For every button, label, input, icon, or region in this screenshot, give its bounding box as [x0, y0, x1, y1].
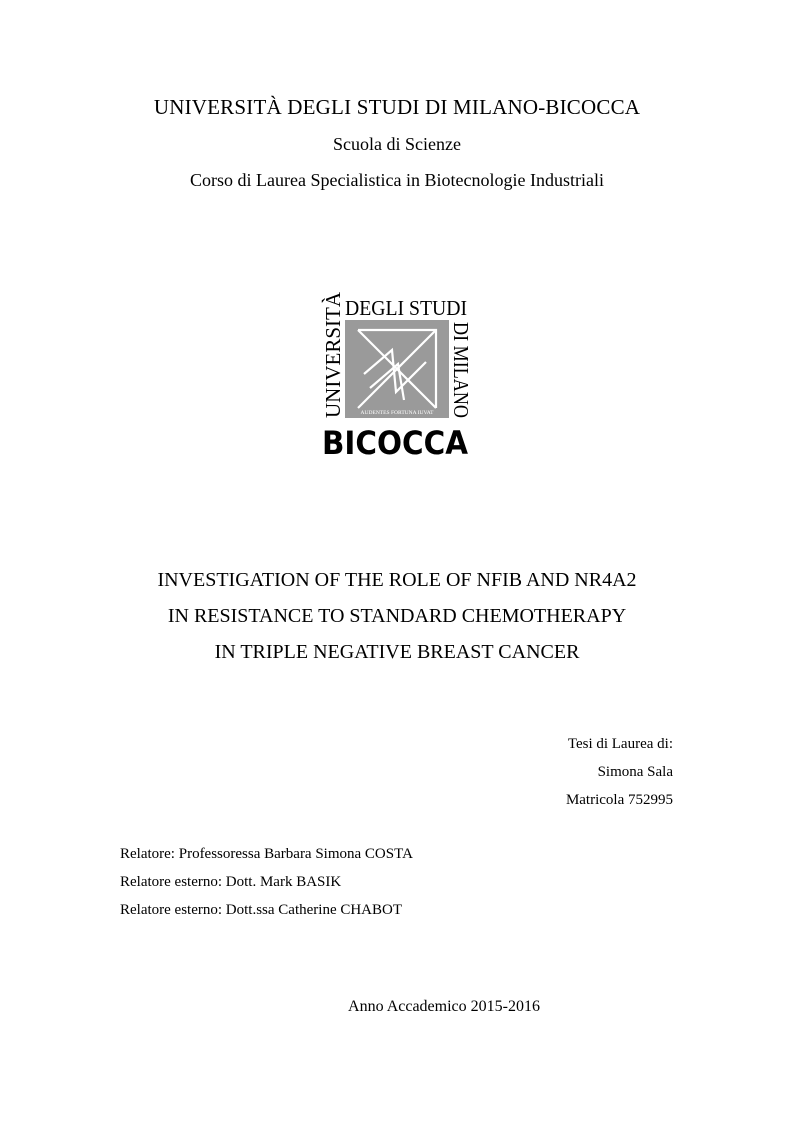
thesis-title-line: INVESTIGATION OF THE ROLE OF NFIB AND NR4A2 — [157, 569, 637, 591]
thesis-title-line: IN RESISTANCE TO STANDARD CHEMOTHERAPY — [167, 605, 627, 627]
candidate-name: Simona Sala — [597, 764, 673, 780]
school-name: Scuola di Scienze — [333, 134, 461, 154]
supervisor-line: Relatore esterno: Dott. Mark BASIK — [120, 874, 342, 890]
logo-motto: AUDENTES FORTUNA IUVAT — [360, 410, 434, 416]
logo-text-di-milano: DI MILANO — [449, 322, 473, 434]
university-name: UNIVERSITÀ DEGLI STUDI DI MILANO-BICOCCA — [153, 95, 641, 119]
supervisor-line: Relatore: Professoressa Barbara Simona COSTA — [120, 846, 413, 862]
logo-text-universita: UNIVERSITÀ — [321, 292, 345, 418]
course-name: Corso di Laurea Specialistica in Biotecnologie Industriali — [190, 170, 604, 190]
supervisors — [120, 840, 413, 924]
candidate-label: Tesi di Laurea di: — [567, 736, 673, 752]
logo-text-degli-studi: DEGLI STUDI — [345, 296, 468, 320]
candidate-id: Matricola 752995 — [565, 792, 673, 808]
candidate-info — [566, 730, 673, 814]
logo-text-bicocca: BICOCCA — [322, 424, 469, 458]
supervisor-line: Relatore esterno: Dott.ssa Catherine CHABOT — [120, 902, 403, 918]
thesis-title-line: IN TRIPLE NEGATIVE BREAST CANCER — [214, 641, 580, 663]
thesis-title — [0, 562, 794, 670]
university-logo — [318, 290, 474, 458]
academic-year: Anno Accademico 2015-2016 — [348, 998, 540, 1015]
